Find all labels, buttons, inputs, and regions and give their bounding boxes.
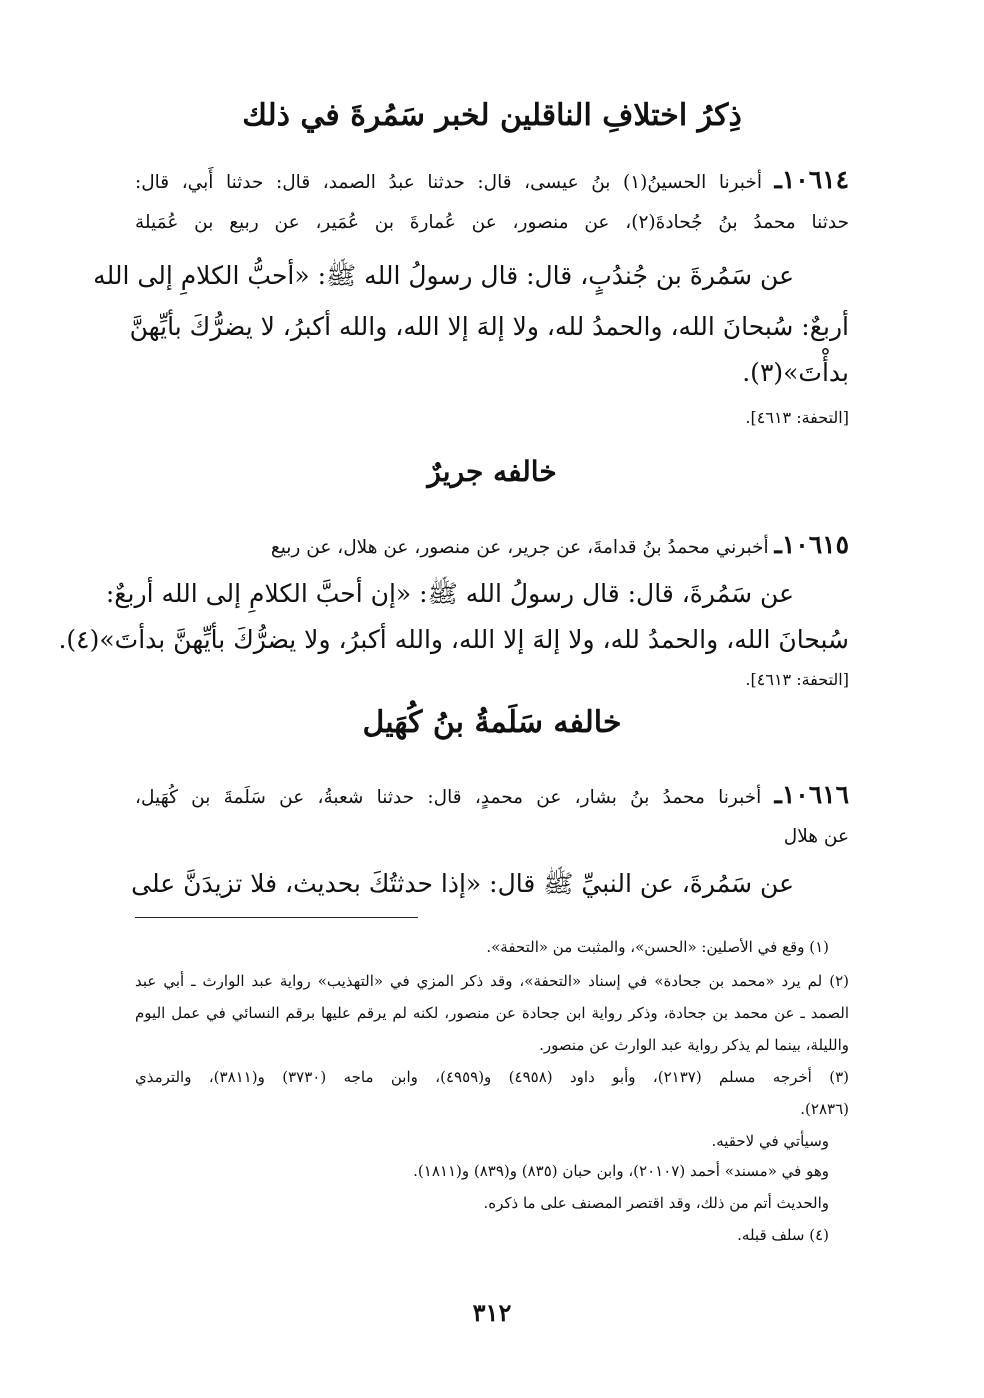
tuhfa-reference-2: [التحفة: ٤٦١٣]. (745, 670, 849, 689)
footnote-3-line-4: وهو في «مسند» أحمد (٢٠١٠٧)، وابن حبان (٨٣٥) و(٨٣٩) و(١٨١١). (413, 1162, 829, 1180)
footnote-2-line-2: الصمد ـ عن محمد بن جحادة، وذكر رواية ابن جحادة عن منصور، لكنه لم يرقم عليها برقم النسائي في عمل اليوم (135, 1004, 849, 1022)
hadith-10614-line-4: أربعٌ: سُبحانَ الله، والحمدُ لله، ولا إلهَ إلا الله، والله أكبرُ، لا يضرُّكَ بأيِّهنَّ (129, 312, 849, 341)
section-heading-3: خالفه سَلَمةُ بنُ كُهَيل (362, 705, 622, 740)
footnote-3-line-1: (٣) أخرجه مسلم (٢١٣٧)، وأبو داود (٤٩٥٨) و(٤٩٥٩)، وابن ماجه (٣٧٣٠) و(٣٨١١)، والترمذي (135, 1068, 849, 1086)
hadith-10614-line-5: بدأْتَ»(٣). (742, 358, 849, 387)
footnote-2-line-3: والليلة، بينما لم يذكر رواية عبد الوارث عن منصور. (539, 1036, 849, 1054)
footnote-3-line-3: وسيأتي في لاحقيه. (711, 1132, 829, 1150)
tuhfa-reference-1: [التحفة: ٤٦١٣]. (745, 408, 849, 427)
hadith-10616-line-2: عن هلال (783, 826, 849, 847)
hadith-text: أخبرنا محمدُ بنُ بشار، عن محمدٍ، قال: حدثنا شعبةُ، عن سَلَمةَ بن كُهَيل، (135, 787, 762, 808)
hadith-text: أخبرنا الحسينُ(١) بنُ عيسى، قال: حدثنا عبدُ الصمد، قال: حدثنا أَبي، قال: (135, 172, 762, 193)
hadith-10615-line-2: عن سَمُرةَ، قال: قال رسولُ الله ﷺ: «إن أحبَّ الكلامِ إلى الله أربعٌ: (105, 579, 794, 608)
footnote-4: (٤) سلف قبله. (737, 1226, 829, 1244)
footnote-separator (135, 917, 418, 918)
page-number: ٣١٢ (472, 1298, 512, 1327)
hadith-10614-line-2: حدثنا محمدُ بنُ جُحادةَ(٢)، عن منصور، عن عُمارةَ بن عُمَير، عن ربيع بن عُمَيلة (135, 212, 849, 233)
footnote-3-line-2: (٢٨٣٦). (800, 1100, 849, 1118)
hadith-10614-line-3: عن سَمُرةَ بن جُندُبٍ، قال: قال رسولُ الله ﷺ: «أحبُّ الكلامِ إلى الله (93, 261, 794, 290)
hadith-10615-line-1 (135, 530, 849, 559)
hadith-number: ١٠٦١٤ـ (774, 165, 849, 194)
footnote-1: (١) وقع في الأصلين: «الحسن»، والمثبت من «التحفة». (486, 938, 829, 956)
hadith-number: ١٠٦١٥ـ (774, 530, 849, 559)
section-heading-1: ذِكرُ اختلافِ الناقلين لخبر سَمُرةَ في ذلك (242, 98, 742, 133)
footnote-3-line-5: والحديث أتم من ذلك، وقد اقتصر المصنف على ما ذكره. (483, 1194, 829, 1212)
hadith-number: ١٠٦١٦ـ (774, 780, 850, 809)
hadith-10614-line-1 (135, 165, 849, 194)
section-heading-2: خالفه جريرٌ (427, 455, 557, 488)
hadith-10615-line-3: سُبحانَ الله، والحمدُ لله، ولا إلهَ إلا الله، والله أكبرُ، ولا يضرُّكَ بأيِّهنَّ بدأتَ»(٤). (58, 625, 849, 654)
footnote-2-line-1: (٢) لم يرد «محمد بن جحادة» في إسناد «التحفة»، وقد ذكر المزي في «التهذيب» رواية عبد الوارث ـ أبي عبد (135, 972, 849, 990)
hadith-text: أخبرني محمدُ بنُ قدامةَ، عن جرير، عن منصور، عن هلال، عن ربيع (270, 537, 769, 558)
hadith-10616-line-3: عن سَمُرةَ، عن النبيِّ ﷺ قال: «إذا حدثتُكَ بحديث، فلا تزيدَنَّ على (131, 869, 794, 898)
hadith-10616-line-1 (135, 780, 849, 809)
